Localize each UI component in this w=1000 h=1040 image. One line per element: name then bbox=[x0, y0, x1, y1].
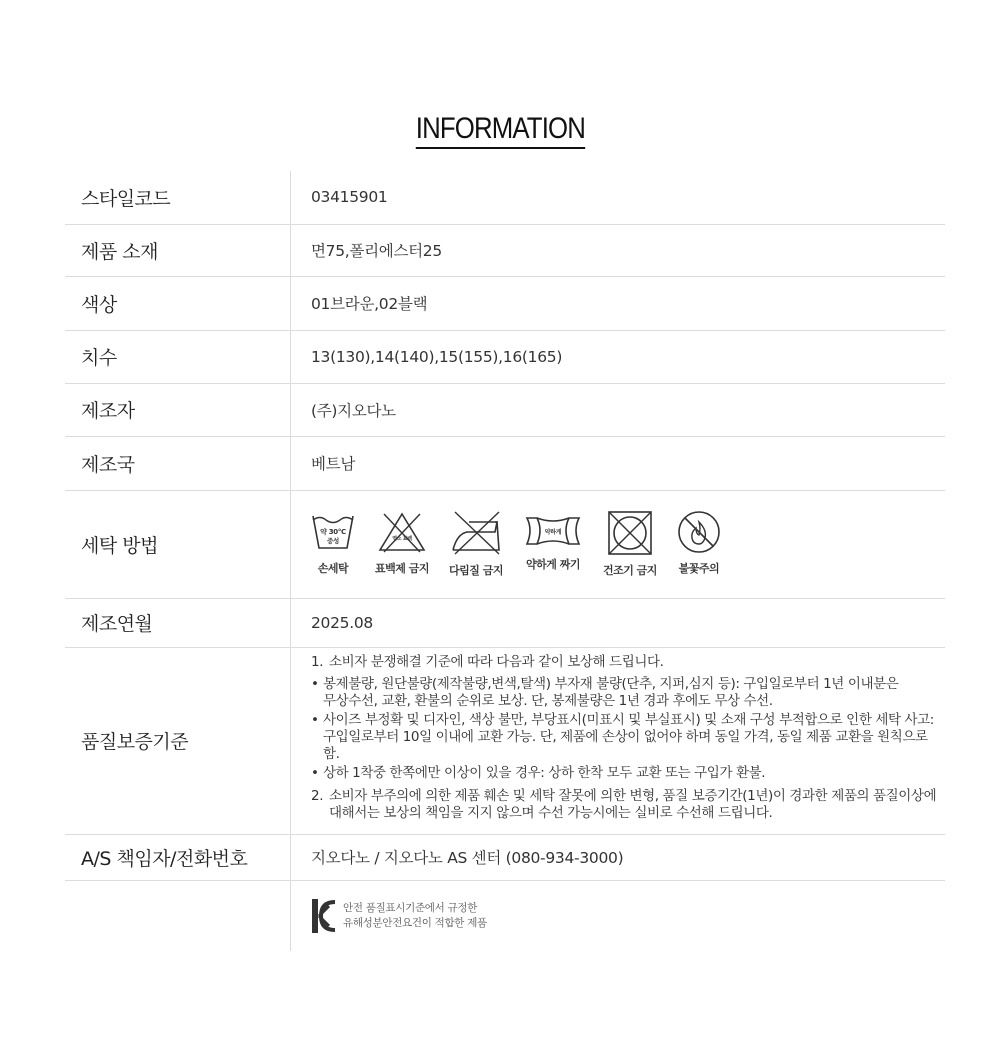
label-maker: 제조자 bbox=[65, 383, 291, 436]
row-material bbox=[65, 224, 945, 276]
wash-item-no-tumble-dry bbox=[603, 510, 657, 578]
info-table bbox=[65, 171, 945, 951]
wash-item-no-bleach bbox=[375, 510, 429, 576]
label-size: 치수 bbox=[65, 330, 291, 383]
value-material: 면75,폴리에스터25 bbox=[291, 224, 946, 276]
no-iron-icon bbox=[449, 510, 503, 556]
value-color: 01브라운,02블랙 bbox=[291, 276, 946, 330]
value-country: 베트남 bbox=[291, 436, 946, 490]
no-tumble-dry-caption: 건조기 금지 bbox=[602, 564, 657, 577]
quality-item-2-line1: 소비자 부주의에 의한 제품 훼손 및 세탁 잘못에 의한 변형, 품질 보증기간(1년)이 경과한 제품의 품질이상에 bbox=[329, 788, 937, 804]
wash-item-no-fire bbox=[677, 510, 721, 576]
wash-item-hand-wash bbox=[311, 510, 355, 576]
row-quality bbox=[65, 647, 945, 834]
info-title-wrap bbox=[0, 112, 1000, 149]
no-bleach-inner: 염소 표백 bbox=[392, 536, 412, 542]
kc-logo-icon bbox=[311, 898, 337, 934]
value-maker: (주)지오다노 bbox=[291, 383, 946, 436]
row-kc bbox=[65, 880, 945, 951]
hand-wash-detergent: 중성 bbox=[327, 537, 339, 545]
quality-bullet bbox=[311, 765, 944, 782]
quality-item-1-num: 1. bbox=[311, 654, 324, 670]
wash-item-no-iron bbox=[449, 510, 503, 578]
quality-item-1 bbox=[311, 654, 944, 671]
value-kc bbox=[291, 880, 946, 951]
label-color: 색상 bbox=[65, 276, 291, 330]
row-date bbox=[65, 598, 945, 647]
hand-wash-caption: 손세탁 bbox=[317, 562, 349, 575]
no-iron-caption: 다림질 금지 bbox=[448, 564, 503, 577]
quality-bullet bbox=[311, 676, 944, 710]
quality-item-2-num: 2. bbox=[311, 788, 324, 804]
kc-text-line1: 안전 품질표시기준에서 규정한 bbox=[343, 901, 478, 914]
gentle-wring-caption: 약하게 짜기 bbox=[525, 558, 580, 571]
no-tumble-dry-icon bbox=[607, 510, 653, 556]
row-style-code bbox=[65, 171, 945, 224]
quality-text bbox=[311, 654, 944, 822]
quality-bullet-1-line1: 봉제불량, 원단불량(제작불량,변색,탈색) 부자재 불량(단추, 지퍼,심지 등): 구입일로부터 1년 이내분은 bbox=[323, 676, 899, 692]
quality-bullet-3-line1: 상하 1착중 한쪽에만 이상이 있을 경우: 상하 한착 모두 교환 또는 구입가 환불. bbox=[323, 765, 766, 781]
row-country bbox=[65, 436, 945, 490]
wash-item-gentle-wring bbox=[523, 510, 583, 572]
value-washing bbox=[291, 490, 946, 598]
value-date: 2025.08 bbox=[291, 598, 946, 647]
kc-text-line2: 유해성분안전요건이 적합한 제품 bbox=[343, 916, 487, 929]
bullet-mark: • bbox=[311, 712, 319, 728]
kc-mark bbox=[311, 898, 944, 934]
quality-bullet-2-line2: 구입일로부터 10일 이내에 교환 가능. 단, 제품에 손상이 없어야 하며 동일 가격, 동일 제품 교환을 원칙으로 함. bbox=[323, 729, 928, 762]
value-as: 지오다노 / 지오다노 AS 센터 (080-934-3000) bbox=[291, 834, 946, 880]
quality-item-2-line2: 대해서는 보상의 책임을 지지 않으며 수선 가능시에는 실비로 수선해 드립니다. bbox=[329, 805, 773, 821]
no-bleach-icon bbox=[376, 510, 428, 554]
label-country: 제조국 bbox=[65, 436, 291, 490]
value-style-code: 03415901 bbox=[291, 171, 946, 224]
row-maker bbox=[65, 383, 945, 436]
page-title: INFORMATION bbox=[415, 112, 584, 149]
label-empty bbox=[65, 880, 291, 951]
label-as: A/S 책임자/전화번호 bbox=[65, 834, 291, 880]
quality-bullet-2-line1: 사이즈 부정확 및 디자인, 색상 불만, 부당표시(미표시 및 부실표시) 및 소재 구성 부적합으로 인한 세탁 사고: bbox=[323, 712, 934, 728]
quality-item-2 bbox=[311, 788, 944, 822]
bullet-mark: • bbox=[311, 676, 319, 692]
row-as bbox=[65, 834, 945, 880]
value-size: 13(130),14(140),15(155),16(165) bbox=[291, 330, 946, 383]
no-bleach-caption: 표백제 금지 bbox=[375, 562, 429, 575]
row-size bbox=[65, 330, 945, 383]
hand-wash-temp: 약 30°C bbox=[320, 528, 346, 536]
wash-icons bbox=[311, 510, 944, 578]
gentle-wring-icon bbox=[523, 510, 583, 550]
label-date: 제조연월 bbox=[65, 598, 291, 647]
row-color bbox=[65, 276, 945, 330]
label-material: 제품 소재 bbox=[65, 224, 291, 276]
hand-wash-icon bbox=[311, 510, 355, 554]
kc-text bbox=[343, 901, 487, 931]
gentle-wring-inner: 약하게 bbox=[544, 529, 562, 536]
row-washing bbox=[65, 490, 945, 598]
label-style-code: 스타일코드 bbox=[65, 171, 291, 224]
quality-item-1-text: 소비자 분쟁해결 기준에 따라 다음과 같이 보상해 드립니다. bbox=[329, 654, 664, 670]
label-washing: 세탁 방법 bbox=[65, 490, 291, 598]
value-quality bbox=[291, 647, 946, 834]
bullet-mark: • bbox=[311, 765, 319, 781]
label-quality: 품질보증기준 bbox=[65, 647, 291, 834]
no-fire-icon bbox=[677, 510, 721, 554]
no-fire-caption: 불꽃주의 bbox=[678, 562, 720, 575]
quality-bullet bbox=[311, 712, 944, 763]
quality-bullet-1-line2: 무상수선, 교환, 환불의 순위로 보상. 단, 봉제불량은 1년 경과 후에도 무상 수선. bbox=[323, 693, 773, 709]
